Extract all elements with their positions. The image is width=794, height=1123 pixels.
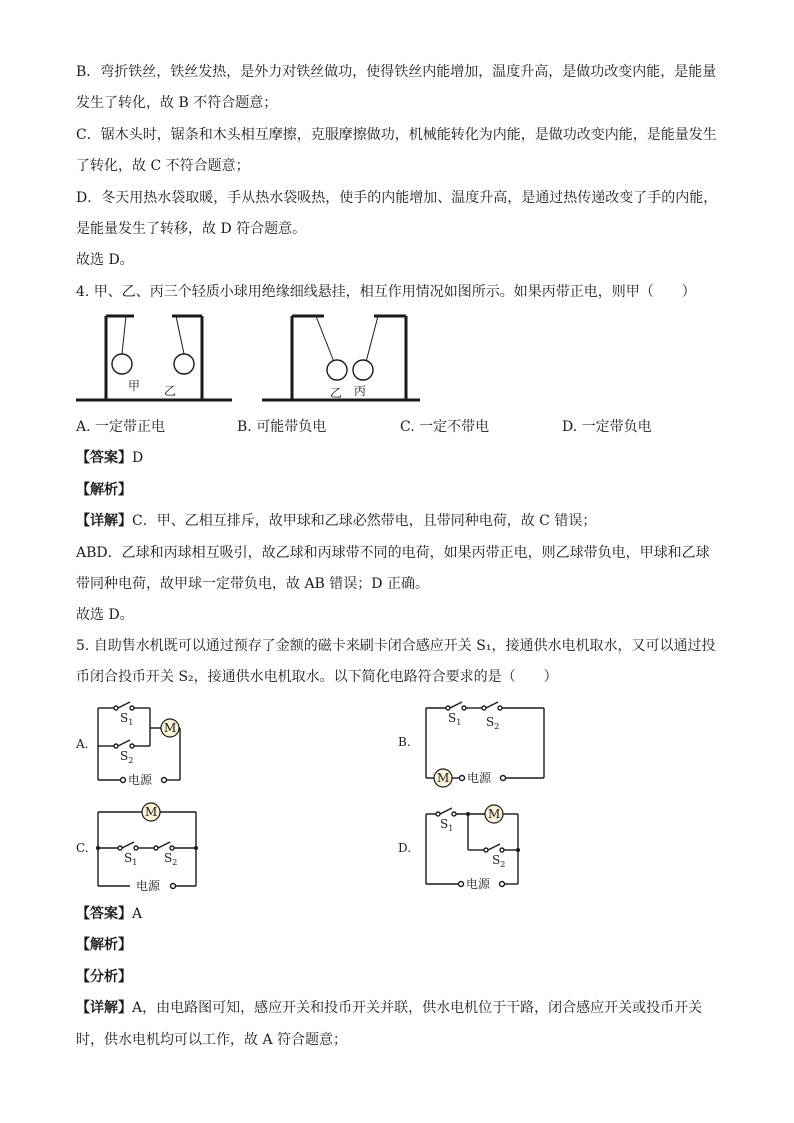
text-line: D．冬天用热水袋取暖，手从热水袋吸热，使手的内能增加、温度升高，是通过热传递改变了手的内能， — [76, 190, 718, 206]
motor-label: M — [164, 721, 177, 735]
switch-s1-label: $S_1$ — [440, 817, 454, 833]
circuit-c-label: C. — [76, 841, 89, 855]
analysis-tag: 【解析】 — [76, 937, 132, 953]
circuit-d — [396, 798, 546, 894]
circuit-b-label: B. — [398, 735, 411, 749]
source-label: 电源 — [467, 771, 492, 785]
ball-jia — [112, 354, 132, 374]
option-a: A. 一定带正电 — [76, 419, 166, 435]
switch-s2-label: $S_2$ — [164, 851, 178, 867]
question-5-stem: 币闭合投币开关 S₂，接通供水电机取水。以下简化电路符合要求的是（ ） — [76, 669, 558, 685]
motor-label: M — [437, 771, 450, 785]
detail-tag: 【详解】 — [76, 513, 132, 529]
option-c: C. 一定不带电 — [400, 419, 490, 435]
text-line: C．锯木头时，锯条和木头相互摩擦，克服摩擦做功，机械能转化为内能，是做功改变内能，是能量发生 — [76, 127, 717, 143]
detail-line: 带同种电荷，故甲球一定带负电，故 AB 错误；D 正确。 — [76, 576, 429, 592]
label-bing: 丙 — [354, 384, 367, 398]
detail-text: A，由电路图可知，感应开关和投币开关并联，供水电机位于干路，闭合感应开关或投币开关 — [132, 1000, 703, 1016]
answer-line — [76, 448, 143, 468]
q4-left-stand — [76, 316, 232, 400]
source-label: 电源 — [136, 879, 161, 893]
fenxi-tag: 【分析】 — [76, 969, 132, 985]
switch-s1-label: $S_1$ — [120, 711, 134, 727]
text-line: B．弯折铁丝，铁丝发热，是外力对铁丝做功，使得铁丝内能增加，温度升高，是做功改变内能，是能量 — [76, 64, 717, 80]
answer-tag: 【答案】 — [76, 906, 132, 922]
switch-s2-label: $S_2$ — [492, 853, 506, 869]
circuit-b — [396, 698, 556, 784]
switch-s2-label: $S_2$ — [486, 715, 500, 731]
detail-line: ABD．乙球和丙球相互吸引，故乙球和丙球带不同的电荷，如果丙带正电，则乙球带负电，甲球和乙球 — [76, 545, 710, 561]
source-terminal — [162, 778, 167, 783]
text-line: 故选 D。 — [76, 252, 134, 268]
source-terminal — [121, 778, 126, 783]
answer-tag: 【答案】 — [76, 450, 132, 466]
answer-line — [76, 904, 142, 924]
q4-figure-charged-balls — [72, 312, 412, 407]
label-jia: 甲 — [128, 379, 141, 393]
motor-label: M — [488, 807, 501, 821]
detail-line — [76, 511, 596, 531]
text-line: 了转化，故 C 不符合题意； — [76, 158, 250, 174]
switch-s2-label: $S_2$ — [120, 749, 134, 765]
detail-tag: 【详解】 — [76, 1000, 132, 1016]
detail-line: 时，供水电机均可以工作，故 A 符合题意； — [76, 1032, 348, 1048]
circuit-a-label: A. — [76, 737, 89, 751]
switch-s1-label: $S_1$ — [124, 851, 138, 867]
analysis-tag: 【解析】 — [76, 482, 132, 498]
question-5-stem: 5. 自助售水机既可以通过预存了金额的磁卡来刷卡闭合感应开关 S₁，接通供水电机取水，又可以通过投 — [76, 638, 716, 654]
option-d: D. 一定带负电 — [562, 419, 652, 435]
detail-text: C．甲、乙相互排斥，故甲球和乙球必然带电，且带同种电荷，故 C 错误； — [132, 513, 597, 529]
question-4-stem: 4. 甲、乙、丙三个轻质小球用绝缘细线悬挂，相互作用情况如图所示。如果丙带正电，则甲（ ） — [76, 284, 696, 300]
source-label: 电源 — [128, 773, 153, 787]
switch-s1-label: $S_1$ — [448, 711, 462, 727]
circuit-a — [70, 700, 240, 790]
label-yi-left: 乙 — [164, 384, 177, 398]
detail-line: 故选 D。 — [76, 607, 134, 623]
answer-value: A — [132, 906, 143, 922]
detail-line — [76, 998, 702, 1018]
motor-label: M — [145, 805, 158, 819]
circuit-d-label: D. — [398, 841, 412, 855]
ball-yi-left — [174, 354, 194, 374]
text-line: 发生了转化，故 B 不符合题意； — [76, 95, 278, 111]
answer-value: D — [132, 450, 144, 466]
source-label: 电源 — [466, 877, 491, 891]
circuit-c — [74, 800, 214, 894]
label-yi-right: 乙 — [330, 386, 343, 400]
option-b: B. 可能带负电 — [237, 419, 327, 435]
ball-bing — [353, 360, 373, 380]
ball-yi-right — [327, 360, 347, 380]
text-line: 是能量发生了转移，故 D 符合题意。 — [76, 221, 307, 237]
